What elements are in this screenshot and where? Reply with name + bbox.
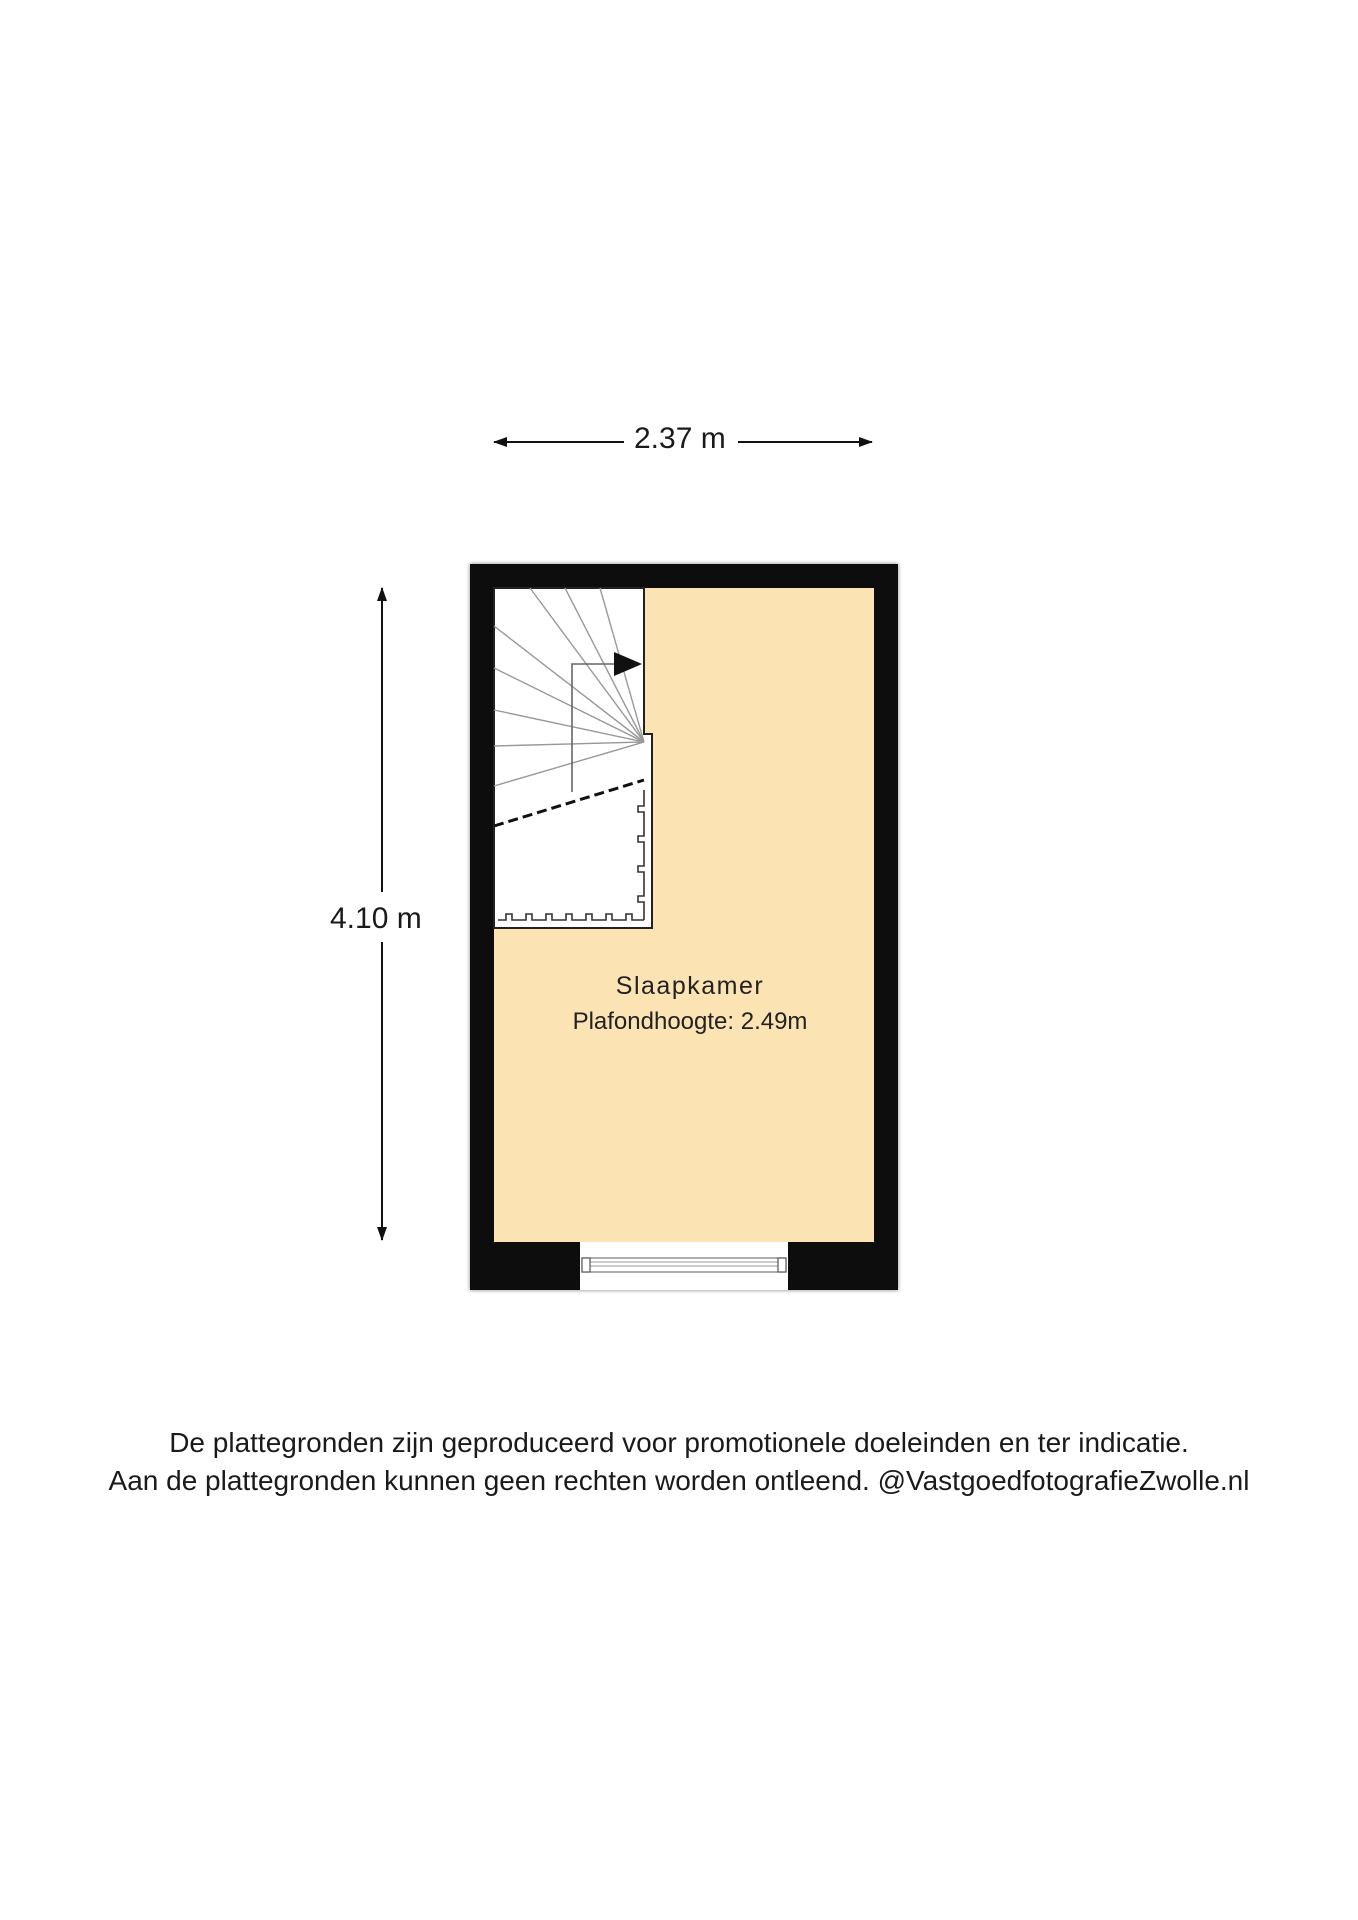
room-name: Slaapkamer: [615, 972, 765, 1000]
staircase: [494, 588, 652, 928]
room-ceiling-height: Plafondhoogte: 2.49m: [572, 1008, 808, 1035]
height-dimension-label: 4.10 m: [330, 898, 422, 940]
disclaimer-line-1: De plattegronden zijn geproduceerd voor promotionele doeleinden en ter indicatie.: [169, 1427, 1189, 1458]
window: [580, 1242, 788, 1290]
width-dimension-label: 2.37 m: [630, 422, 730, 456]
disclaimer-line-2: Aan de plattegronden kunnen geen rechten worden ontleend. @VastgoedfotografieZwolle.nl: [108, 1465, 1250, 1496]
